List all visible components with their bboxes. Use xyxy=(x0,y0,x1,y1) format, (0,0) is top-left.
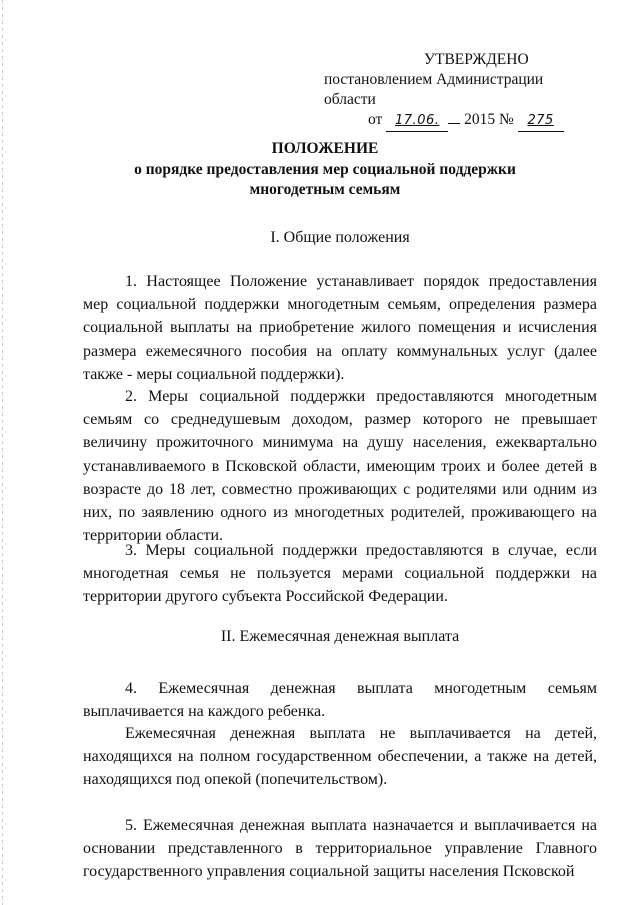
paragraph-5: 5. Ежемесячная денежная выплата назначается и выплачивается на основании представленного в территориальное управление Главного государственного управления социальной защиты населения Псковской xyxy=(83,817,597,881)
approval-title: УТВЕРЖДЕНО xyxy=(424,51,529,68)
handwritten-date-text: 17.06. xyxy=(395,113,440,128)
approval-block xyxy=(306,50,596,132)
year-and-number-label: 2015 № xyxy=(464,111,514,128)
section-2-heading: II. Ежемесячная денежная выплата xyxy=(220,628,460,645)
paragraph-4: 4. Ежемесячная денежная выплата многодетным семьям выплачивается на каждого ребенка. xyxy=(83,680,597,721)
section-1-heading: I. Общие положения xyxy=(270,229,410,246)
date-underline xyxy=(448,123,460,124)
paragraph-3: 3. Меры социальной поддержки предоставляются в случае, если многодетная семья не пользуется мерами социальной поддержки на территории другого субъекта Российской Федерации. xyxy=(83,542,597,606)
handwritten-date xyxy=(386,110,448,132)
approval-date-line xyxy=(306,110,596,132)
paragraph-1: 1. Настоящее Положение устанавливает порядок предоставления мер социальной поддержки многодетным семьям, определения размера социальной выплаты на приобретение жилого помещения и исчисления размера ежемесячного пособия на оплату коммунальных услуг (далее также - меры социальной поддержки). xyxy=(83,273,597,383)
document-subtitle: о порядке предоставления мер социальной поддержки многодетным семьям xyxy=(134,161,516,198)
handwritten-number xyxy=(518,110,564,132)
scan-edge xyxy=(2,0,3,905)
date-prefix: от xyxy=(368,111,383,128)
paragraph-2: 2. Меры социальной поддержки предоставляются многодетным семьям со среднедушевым доходом, размер которого не превышает величину прожиточного минимума на душу населения, ежеквартально устанавливаемого в Псковской области, имеющим троих и более детей в возрасте до 18 лет, совместно проживающих с родителями или одним из них, по заявлению одного из многодетных родителей, проживающего на территории области. xyxy=(83,388,597,545)
handwritten-number-text: 275 xyxy=(527,113,554,128)
document-title: ПОЛОЖЕНИЕ xyxy=(271,140,379,157)
paragraph-4-continued: Ежемесячная денежная выплата не выплачивается на детей, находящихся на полном государственном обеспечении, а также на детей, находящихся под опекой (попечительством). xyxy=(83,725,597,789)
approval-authority: постановлением Администрации области xyxy=(324,71,544,108)
